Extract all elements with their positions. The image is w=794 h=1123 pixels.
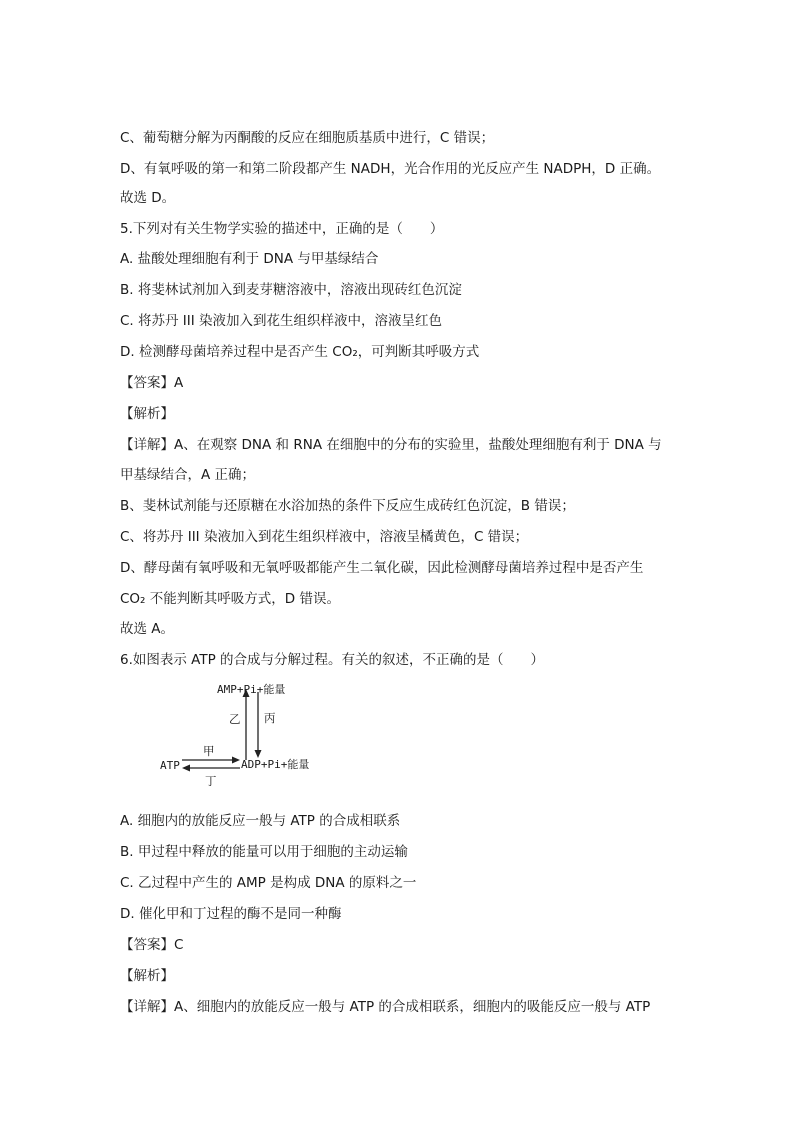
analysis-heading: 【解析】 (120, 968, 174, 984)
text-line: CO₂ 不能判断其呼吸方式，D 错误。 (120, 591, 340, 607)
ding-label: 丁 (205, 774, 217, 788)
arrow-ding-head (182, 765, 190, 772)
text-line: 故选 A。 (120, 621, 175, 637)
text-line: C、将苏丹 III 染液加入到花生组织样液中，溶液呈橘黄色，C 错误； (120, 529, 529, 545)
atp-label: ATP (160, 759, 180, 772)
text-line: 【详解】A、在观察 DNA 和 RNA 在细胞中的分布的实验里，盐酸处理细胞有利于 DNA 与 (120, 437, 662, 453)
analysis-heading: 【解析】 (120, 406, 174, 422)
adp-label: ADP+Pi+能量 (241, 758, 310, 771)
yi-label: 乙 (229, 712, 241, 726)
text-line: D、酵母菌有氧呼吸和无氧呼吸都能产生二氧化碳，因此检测酵母菌培养过程中是否产生 (120, 560, 644, 576)
amp-label: AMP+Pi+能量 (217, 683, 286, 696)
text-line: 故选 D。 (120, 190, 176, 206)
question-5-stem: 5.下列对有关生物学实验的描述中，正确的是（ ） (120, 221, 444, 237)
answer-line: 【答案】A (120, 375, 184, 391)
option-a: A. 盐酸处理细胞有利于 DNA 与甲基绿结合 (120, 251, 379, 267)
answer-line: 【答案】C (120, 937, 184, 953)
option-b: B. 将斐林试剂加入到麦芽糖溶液中，溶液出现砖红色沉淀 (120, 282, 462, 298)
text-line: C、葡萄糖分解为丙酮酸的反应在细胞质基质中进行，C 错误； (120, 130, 495, 146)
option-c: C. 乙过程中产生的 AMP 是构成 DNA 的原料之一 (120, 875, 417, 891)
option-c: C. 将苏丹 III 染液加入到花生组织样液中，溶液呈红色 (120, 313, 443, 329)
bing-label: 丙 (264, 711, 276, 725)
arrow-jia-head (232, 757, 240, 764)
option-d: D. 催化甲和丁过程的酶不是同一种酶 (120, 906, 342, 922)
option-a: A. 细胞内的放能反应一般与 ATP 的合成相联系 (120, 813, 401, 829)
question-6-stem: 6.如图表示 ATP 的合成与分解过程。有关的叙述，不正确的是（ ） (120, 652, 545, 668)
option-d: D. 检测酵母菌培养过程中是否产生 CO₂，可判断其呼吸方式 (120, 344, 480, 360)
text-line: B、斐林试剂能与还原糖在水浴加热的条件下反应生成砖红色沉淀，B 错误； (120, 498, 575, 514)
atp-cycle-diagram (150, 676, 340, 798)
arrow-bing-head (255, 750, 262, 758)
jia-label: 甲 (203, 744, 215, 758)
text-line: 甲基绿结合，A 正确； (120, 467, 256, 483)
text-line: 【详解】A、细胞内的放能反应一般与 ATP 的合成相联系，细胞内的吸能反应一般与 ATP (120, 999, 651, 1015)
option-b: B. 甲过程中释放的能量可以用于细胞的主动运输 (120, 844, 408, 860)
text-line: D、有氧呼吸的第一和第二阶段都产生 NADH，光合作用的光反应产生 NADPH，D 正确。 (120, 161, 661, 177)
